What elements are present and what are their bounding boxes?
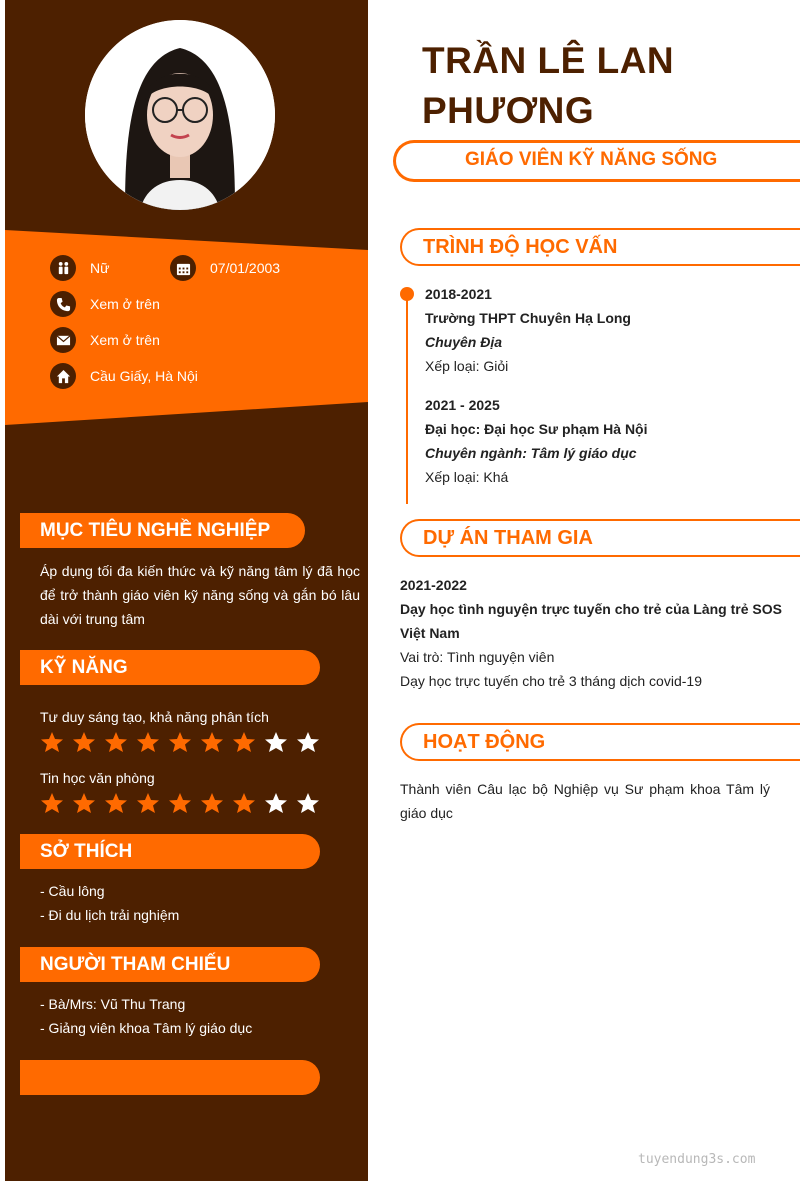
contact-address [50,363,198,389]
edu-period: 2021 - 2025 [425,397,500,413]
star-empty-icon [296,792,320,814]
project-name-line-1: Dạy học tình nguyện trực tuyến cho trẻ của Làng trẻ SOS [400,601,782,617]
skill-name-2: Tin học văn phòng [40,770,155,786]
star-filled-icon [136,792,160,814]
hobby-item: - Đi du lịch trải nghiệm [40,907,180,923]
project-name-line-2: Việt Nam [400,625,460,641]
reference-item: - Giảng viên khoa Tâm lý giáo dục [40,1020,253,1036]
empty-section-pill [20,1060,320,1095]
skill-rating-2 [40,792,320,814]
star-filled-icon [136,731,160,753]
candidate-name [422,36,674,136]
project-period: 2021-2022 [400,577,467,593]
phone-value: Xem ở trên [90,296,160,312]
star-filled-icon [200,792,224,814]
star-filled-icon [72,731,96,753]
edu-major: Chuyên ngành: Tâm lý giáo dục [425,445,637,461]
calendar-icon [170,255,196,281]
mail-icon [50,327,76,353]
gender-icon [50,255,76,281]
edu-grade: Xếp loại: Khá [425,469,509,485]
hobby-item: - Cầu lông [40,883,105,899]
home-icon [50,363,76,389]
contact-phone [50,291,160,317]
timeline-dot [400,287,414,301]
address-value: Cầu Giấy, Hà Nội [90,368,198,384]
star-filled-icon [104,792,128,814]
activities-text: Thành viên Câu lạc bộ Nghiệp vụ Sư phạm khoa Tâm lý giáo dục [400,781,770,821]
projects-heading: DỰ ÁN THAM GIA [400,519,800,557]
activities-heading: HOẠT ĐỘNG [400,723,800,761]
contact-email [50,327,160,353]
hobbies-heading: SỞ THÍCH [20,834,320,869]
star-filled-icon [104,731,128,753]
edu-school: Trường THPT Chuyên Hạ Long [425,310,631,326]
star-empty-icon [296,731,320,753]
star-filled-icon [40,731,64,753]
star-filled-icon [72,792,96,814]
star-filled-icon [232,731,256,753]
reference-item: - Bà/Mrs: Vũ Thu Trang [40,996,186,1012]
star-empty-icon [264,792,288,814]
name-line-1: TRẦN LÊ LAN [422,40,675,81]
skills-heading: KỸ NĂNG [20,650,320,685]
star-empty-icon [264,731,288,753]
birthday-value: 07/01/2003 [210,260,281,276]
edu-major: Chuyên Địa [425,334,503,350]
gender-value: Nữ [90,260,110,276]
skill-name-1: Tư duy sáng tạo, khả năng phân tích [40,709,269,725]
contact-birthday [170,255,280,281]
phone-icon [50,291,76,317]
job-title: GIÁO VIÊN KỸ NĂNG SỐNG [465,149,718,170]
name-line-2: PHƯƠNG [422,90,595,131]
project-desc: Dạy học trực tuyến cho trẻ 3 tháng dịch covid-19 [400,673,702,689]
timeline-line [406,296,408,504]
edu-period: 2018-2021 [425,286,492,302]
skill-rating-1 [40,731,320,753]
edu-grade: Xếp loại: Giỏi [425,358,509,374]
project-role: Vai trò: Tình nguyện viên [400,649,555,665]
avatar [85,20,275,210]
email-value: Xem ở trên [90,332,160,348]
star-filled-icon [168,731,192,753]
objective-heading: MỤC TIÊU NGHỀ NGHIỆP [20,513,305,548]
objective-text: Áp dụng tối đa kiến thức và kỹ năng tâm lý đã học để trở thành giáo viên kỹ năng sống và gắn bó lâu dài với trung tâm [40,563,360,627]
contact-gender [50,255,109,281]
left-sidebar [5,0,368,1181]
watermark: tuyendung3s.com [638,1152,756,1167]
star-filled-icon [200,731,224,753]
references-heading: NGƯỜI THAM CHIẾU [20,947,320,982]
star-filled-icon [40,792,64,814]
star-filled-icon [168,792,192,814]
star-filled-icon [232,792,256,814]
profile-photo [85,20,275,210]
edu-school: Đại học: Đại học Sư phạm Hà Nội [425,421,648,437]
education-heading: TRÌNH ĐỘ HỌC VẤN [400,228,800,266]
